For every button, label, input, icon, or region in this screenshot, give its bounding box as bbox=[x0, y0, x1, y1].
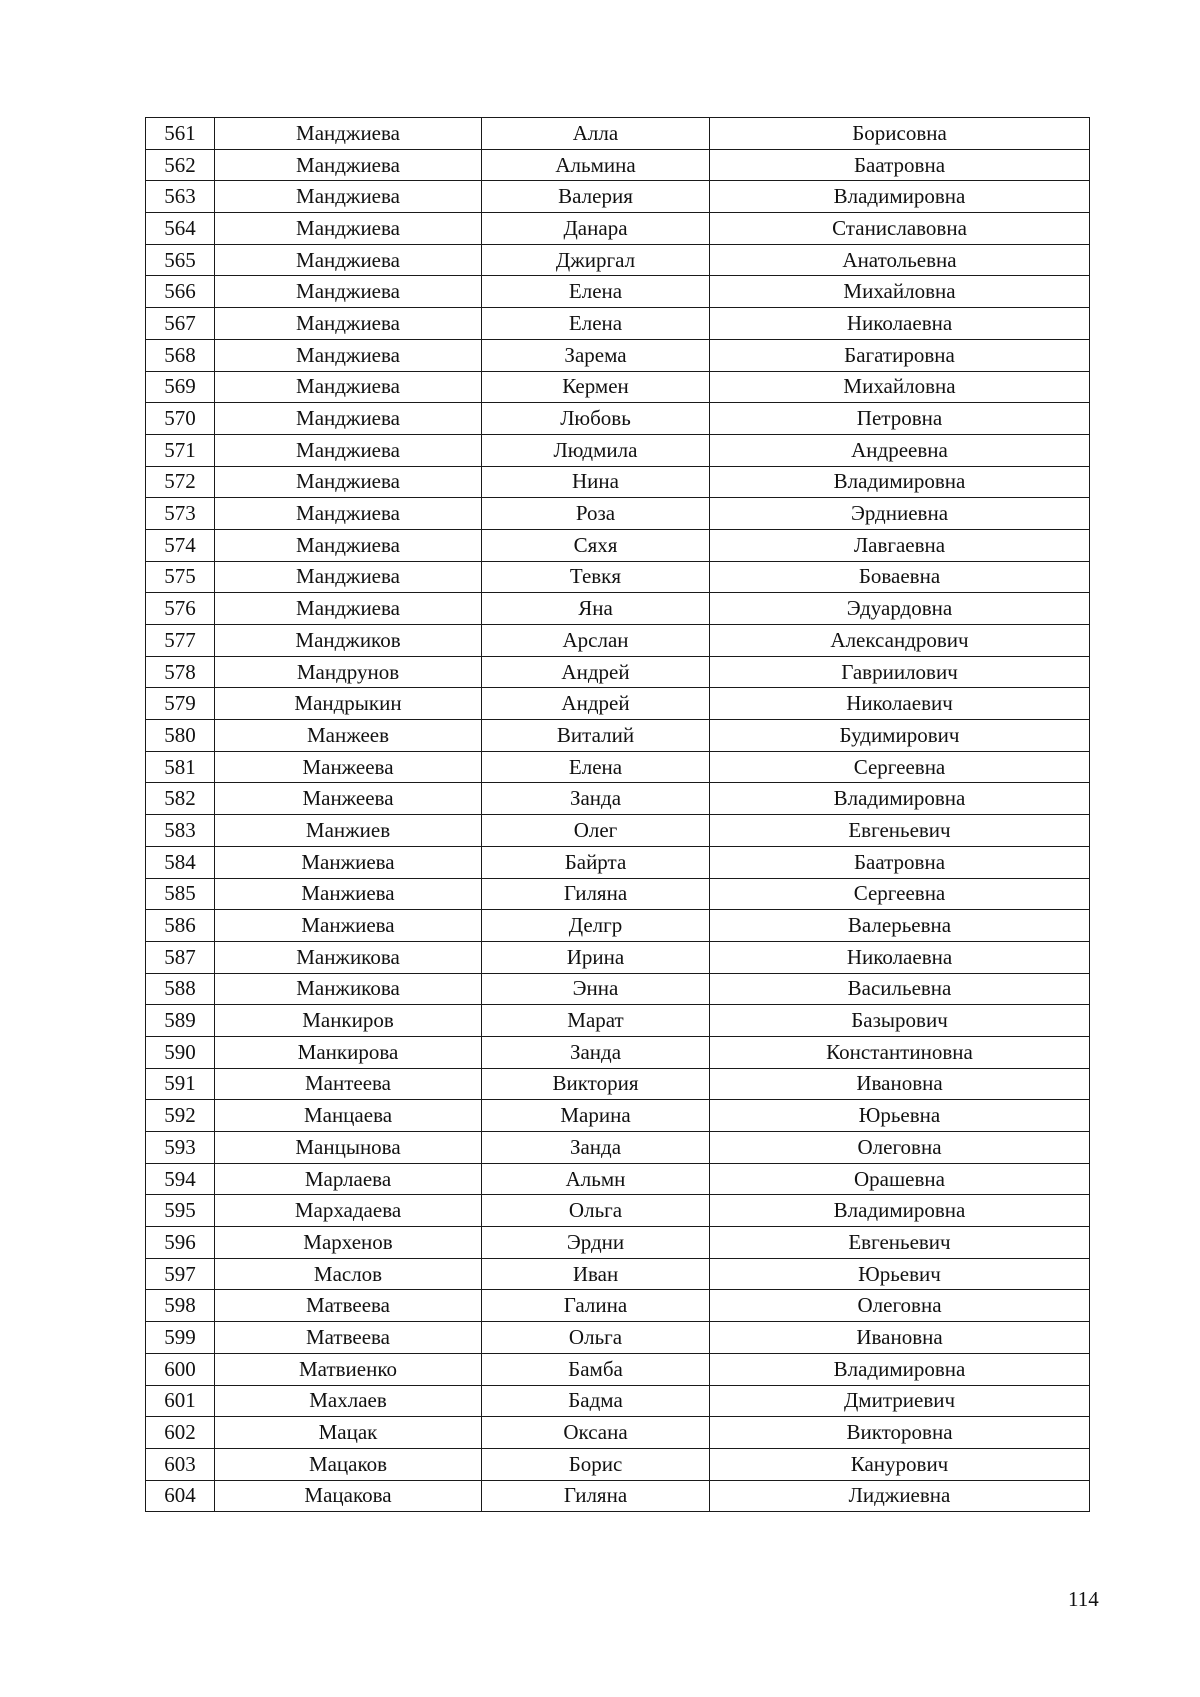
table-row bbox=[146, 720, 1090, 752]
table-row bbox=[146, 339, 1090, 371]
table-row bbox=[146, 1258, 1090, 1290]
surname-cell: Манджиева bbox=[215, 403, 482, 435]
row-number-cell: 573 bbox=[146, 498, 215, 530]
first-name-cell: Альмн bbox=[482, 1163, 710, 1195]
patronymic-cell: Александрович bbox=[710, 625, 1090, 657]
first-name-cell: Тевкя bbox=[482, 561, 710, 593]
patronymic-cell: Юрьевна bbox=[710, 1100, 1090, 1132]
surname-cell: Мандрунов bbox=[215, 656, 482, 688]
row-number-cell: 588 bbox=[146, 973, 215, 1005]
patronymic-cell: Борисовна bbox=[710, 118, 1090, 150]
table-row bbox=[146, 561, 1090, 593]
patronymic-cell: Эдуардовна bbox=[710, 593, 1090, 625]
surname-cell: Манжеева bbox=[215, 751, 482, 783]
row-number-cell: 599 bbox=[146, 1322, 215, 1354]
table-row bbox=[146, 878, 1090, 910]
row-number-cell: 572 bbox=[146, 466, 215, 498]
patronymic-cell: Баатровна bbox=[710, 149, 1090, 181]
table-row bbox=[146, 1005, 1090, 1037]
table-row bbox=[146, 1353, 1090, 1385]
surname-cell: Мандрыкин bbox=[215, 688, 482, 720]
patronymic-cell: Владимировна bbox=[710, 1195, 1090, 1227]
surname-cell: Маслов bbox=[215, 1258, 482, 1290]
patronymic-cell: Владимировна bbox=[710, 181, 1090, 213]
surname-cell: Манжеев bbox=[215, 720, 482, 752]
patronymic-cell: Васильевна bbox=[710, 973, 1090, 1005]
patronymic-cell: Сергеевна bbox=[710, 751, 1090, 783]
table-row bbox=[146, 403, 1090, 435]
row-number-cell: 562 bbox=[146, 149, 215, 181]
surname-cell: Манджиева bbox=[215, 276, 482, 308]
patronymic-cell: Орашевна bbox=[710, 1163, 1090, 1195]
surname-cell: Мацак bbox=[215, 1417, 482, 1449]
patronymic-cell: Константиновна bbox=[710, 1036, 1090, 1068]
table-row bbox=[146, 656, 1090, 688]
first-name-cell: Зарема bbox=[482, 339, 710, 371]
row-number-cell: 603 bbox=[146, 1448, 215, 1480]
roster-table-body bbox=[146, 118, 1090, 1512]
surname-cell: Мацакова bbox=[215, 1480, 482, 1512]
surname-cell: Манджиева bbox=[215, 561, 482, 593]
first-name-cell: Виктория bbox=[482, 1068, 710, 1100]
row-number-cell: 561 bbox=[146, 118, 215, 150]
first-name-cell: Борис bbox=[482, 1448, 710, 1480]
first-name-cell: Джиргал bbox=[482, 244, 710, 276]
table-row bbox=[146, 1448, 1090, 1480]
first-name-cell: Занда bbox=[482, 783, 710, 815]
surname-cell: Манджиева bbox=[215, 529, 482, 561]
first-name-cell: Делгр bbox=[482, 910, 710, 942]
table-row bbox=[146, 593, 1090, 625]
first-name-cell: Эрдни bbox=[482, 1227, 710, 1259]
surname-cell: Манджиева bbox=[215, 434, 482, 466]
table-row bbox=[146, 1132, 1090, 1164]
first-name-cell: Галина bbox=[482, 1290, 710, 1322]
first-name-cell: Арслан bbox=[482, 625, 710, 657]
first-name-cell: Елена bbox=[482, 751, 710, 783]
surname-cell: Манджиева bbox=[215, 498, 482, 530]
first-name-cell: Валерия bbox=[482, 181, 710, 213]
row-number-cell: 586 bbox=[146, 910, 215, 942]
row-number-cell: 578 bbox=[146, 656, 215, 688]
surname-cell: Манджиева bbox=[215, 339, 482, 371]
first-name-cell: Андрей bbox=[482, 688, 710, 720]
surname-cell: Манкиров bbox=[215, 1005, 482, 1037]
patronymic-cell: Евгеньевич bbox=[710, 1227, 1090, 1259]
row-number-cell: 602 bbox=[146, 1417, 215, 1449]
table-row bbox=[146, 529, 1090, 561]
patronymic-cell: Андреевна bbox=[710, 434, 1090, 466]
surname-cell: Манкирова bbox=[215, 1036, 482, 1068]
first-name-cell: Байрта bbox=[482, 846, 710, 878]
first-name-cell: Яна bbox=[482, 593, 710, 625]
table-row bbox=[146, 1385, 1090, 1417]
row-number-cell: 604 bbox=[146, 1480, 215, 1512]
patronymic-cell: Баатровна bbox=[710, 846, 1090, 878]
row-number-cell: 600 bbox=[146, 1353, 215, 1385]
table-row bbox=[146, 1417, 1090, 1449]
row-number-cell: 590 bbox=[146, 1036, 215, 1068]
patronymic-cell: Сергеевна bbox=[710, 878, 1090, 910]
surname-cell: Манжиева bbox=[215, 846, 482, 878]
first-name-cell: Кермен bbox=[482, 371, 710, 403]
table-row bbox=[146, 434, 1090, 466]
patronymic-cell: Михайловна bbox=[710, 276, 1090, 308]
patronymic-cell: Михайловна bbox=[710, 371, 1090, 403]
surname-cell: Манджиева bbox=[215, 466, 482, 498]
surname-cell: Манджиева bbox=[215, 244, 482, 276]
row-number-cell: 585 bbox=[146, 878, 215, 910]
patronymic-cell: Лавгаевна bbox=[710, 529, 1090, 561]
surname-cell: Матвиенко bbox=[215, 1353, 482, 1385]
first-name-cell: Занда bbox=[482, 1036, 710, 1068]
surname-cell: Махлаев bbox=[215, 1385, 482, 1417]
patronymic-cell: Эрдниевна bbox=[710, 498, 1090, 530]
first-name-cell: Гиляна bbox=[482, 878, 710, 910]
row-number-cell: 568 bbox=[146, 339, 215, 371]
first-name-cell: Алла bbox=[482, 118, 710, 150]
patronymic-cell: Канурович bbox=[710, 1448, 1090, 1480]
first-name-cell: Занда bbox=[482, 1132, 710, 1164]
patronymic-cell: Лиджиевна bbox=[710, 1480, 1090, 1512]
patronymic-cell: Юрьевич bbox=[710, 1258, 1090, 1290]
surname-cell: Манджиева bbox=[215, 149, 482, 181]
row-number-cell: 594 bbox=[146, 1163, 215, 1195]
table-row bbox=[146, 118, 1090, 150]
first-name-cell: Елена bbox=[482, 276, 710, 308]
row-number-cell: 581 bbox=[146, 751, 215, 783]
surname-cell: Манджиков bbox=[215, 625, 482, 657]
surname-cell: Манджиева bbox=[215, 213, 482, 245]
row-number-cell: 574 bbox=[146, 529, 215, 561]
row-number-cell: 582 bbox=[146, 783, 215, 815]
table-row bbox=[146, 941, 1090, 973]
row-number-cell: 591 bbox=[146, 1068, 215, 1100]
surname-cell: Манжикова bbox=[215, 973, 482, 1005]
first-name-cell: Марина bbox=[482, 1100, 710, 1132]
row-number-cell: 597 bbox=[146, 1258, 215, 1290]
first-name-cell: Елена bbox=[482, 308, 710, 340]
first-name-cell: Нина bbox=[482, 466, 710, 498]
table-row bbox=[146, 688, 1090, 720]
table-row bbox=[146, 1195, 1090, 1227]
table-row bbox=[146, 1163, 1090, 1195]
patronymic-cell: Багатировна bbox=[710, 339, 1090, 371]
first-name-cell: Данара bbox=[482, 213, 710, 245]
surname-cell: Манджиева bbox=[215, 593, 482, 625]
table-row bbox=[146, 498, 1090, 530]
surname-cell: Манджиева bbox=[215, 181, 482, 213]
patronymic-cell: Олеговна bbox=[710, 1290, 1090, 1322]
row-number-cell: 580 bbox=[146, 720, 215, 752]
surname-cell: Мантеева bbox=[215, 1068, 482, 1100]
table-row bbox=[146, 1036, 1090, 1068]
first-name-cell: Гиляна bbox=[482, 1480, 710, 1512]
surname-cell: Матвеева bbox=[215, 1290, 482, 1322]
surname-cell: Манжиева bbox=[215, 910, 482, 942]
row-number-cell: 593 bbox=[146, 1132, 215, 1164]
row-number-cell: 596 bbox=[146, 1227, 215, 1259]
patronymic-cell: Анатольевна bbox=[710, 244, 1090, 276]
patronymic-cell: Владимировна bbox=[710, 466, 1090, 498]
row-number-cell: 595 bbox=[146, 1195, 215, 1227]
table-row bbox=[146, 1480, 1090, 1512]
patronymic-cell: Боваевна bbox=[710, 561, 1090, 593]
surname-cell: Манцаева bbox=[215, 1100, 482, 1132]
patronymic-cell: Базырович bbox=[710, 1005, 1090, 1037]
table-row bbox=[146, 973, 1090, 1005]
row-number-cell: 567 bbox=[146, 308, 215, 340]
table-row bbox=[146, 1290, 1090, 1322]
row-number-cell: 563 bbox=[146, 181, 215, 213]
patronymic-cell: Петровна bbox=[710, 403, 1090, 435]
surname-cell: Манжиева bbox=[215, 878, 482, 910]
row-number-cell: 571 bbox=[146, 434, 215, 466]
table-row bbox=[146, 466, 1090, 498]
page-number: 114 bbox=[1068, 1587, 1099, 1611]
table-row bbox=[146, 1100, 1090, 1132]
patronymic-cell: Валерьевна bbox=[710, 910, 1090, 942]
first-name-cell: Иван bbox=[482, 1258, 710, 1290]
surname-cell: Марлаева bbox=[215, 1163, 482, 1195]
table-row bbox=[146, 846, 1090, 878]
first-name-cell: Ольга bbox=[482, 1322, 710, 1354]
first-name-cell: Бамба bbox=[482, 1353, 710, 1385]
surname-cell: Мархенов bbox=[215, 1227, 482, 1259]
row-number-cell: 576 bbox=[146, 593, 215, 625]
table-row bbox=[146, 149, 1090, 181]
row-number-cell: 569 bbox=[146, 371, 215, 403]
first-name-cell: Бадма bbox=[482, 1385, 710, 1417]
table-row bbox=[146, 308, 1090, 340]
table-row bbox=[146, 625, 1090, 657]
patronymic-cell: Владимировна bbox=[710, 783, 1090, 815]
first-name-cell: Марат bbox=[482, 1005, 710, 1037]
row-number-cell: 575 bbox=[146, 561, 215, 593]
surname-cell: Манджиева bbox=[215, 371, 482, 403]
patronymic-cell: Гавриилович bbox=[710, 656, 1090, 688]
first-name-cell: Олег bbox=[482, 815, 710, 847]
patronymic-cell: Викторовна bbox=[710, 1417, 1090, 1449]
row-number-cell: 565 bbox=[146, 244, 215, 276]
row-number-cell: 577 bbox=[146, 625, 215, 657]
row-number-cell: 592 bbox=[146, 1100, 215, 1132]
first-name-cell: Андрей bbox=[482, 656, 710, 688]
row-number-cell: 598 bbox=[146, 1290, 215, 1322]
surname-cell: Манджиева bbox=[215, 118, 482, 150]
patronymic-cell: Ивановна bbox=[710, 1068, 1090, 1100]
first-name-cell: Энна bbox=[482, 973, 710, 1005]
table-row bbox=[146, 910, 1090, 942]
surname-cell: Мархадаева bbox=[215, 1195, 482, 1227]
surname-cell: Манджиева bbox=[215, 308, 482, 340]
surname-cell: Мацаков bbox=[215, 1448, 482, 1480]
first-name-cell: Ирина bbox=[482, 941, 710, 973]
surname-cell: Матвеева bbox=[215, 1322, 482, 1354]
patronymic-cell: Будимирович bbox=[710, 720, 1090, 752]
first-name-cell: Виталий bbox=[482, 720, 710, 752]
patronymic-cell: Николаевич bbox=[710, 688, 1090, 720]
table-row bbox=[146, 1322, 1090, 1354]
row-number-cell: 589 bbox=[146, 1005, 215, 1037]
patronymic-cell: Станиславовна bbox=[710, 213, 1090, 245]
row-number-cell: 583 bbox=[146, 815, 215, 847]
row-number-cell: 566 bbox=[146, 276, 215, 308]
row-number-cell: 584 bbox=[146, 846, 215, 878]
table-row bbox=[146, 244, 1090, 276]
first-name-cell: Сяхя bbox=[482, 529, 710, 561]
table-row bbox=[146, 276, 1090, 308]
table-row bbox=[146, 1227, 1090, 1259]
patronymic-cell: Николаевна bbox=[710, 308, 1090, 340]
surname-cell: Манжеева bbox=[215, 783, 482, 815]
table-row bbox=[146, 371, 1090, 403]
table-row bbox=[146, 815, 1090, 847]
table-row bbox=[146, 181, 1090, 213]
first-name-cell: Людмила bbox=[482, 434, 710, 466]
row-number-cell: 570 bbox=[146, 403, 215, 435]
patronymic-cell: Евгеньевич bbox=[710, 815, 1090, 847]
row-number-cell: 601 bbox=[146, 1385, 215, 1417]
first-name-cell: Роза bbox=[482, 498, 710, 530]
patronymic-cell: Дмитриевич bbox=[710, 1385, 1090, 1417]
table-row bbox=[146, 213, 1090, 245]
patronymic-cell: Николаевна bbox=[710, 941, 1090, 973]
first-name-cell: Оксана bbox=[482, 1417, 710, 1449]
surname-cell: Манжикова bbox=[215, 941, 482, 973]
surname-cell: Манжиев bbox=[215, 815, 482, 847]
table-row bbox=[146, 783, 1090, 815]
first-name-cell: Любовь bbox=[482, 403, 710, 435]
first-name-cell: Альмина bbox=[482, 149, 710, 181]
surname-cell: Манцынова bbox=[215, 1132, 482, 1164]
row-number-cell: 587 bbox=[146, 941, 215, 973]
first-name-cell: Ольга bbox=[482, 1195, 710, 1227]
table-row bbox=[146, 751, 1090, 783]
patronymic-cell: Ивановна bbox=[710, 1322, 1090, 1354]
row-number-cell: 564 bbox=[146, 213, 215, 245]
patronymic-cell: Олеговна bbox=[710, 1132, 1090, 1164]
patronymic-cell: Владимировна bbox=[710, 1353, 1090, 1385]
roster-table bbox=[145, 117, 1090, 1512]
row-number-cell: 579 bbox=[146, 688, 215, 720]
table-row bbox=[146, 1068, 1090, 1100]
